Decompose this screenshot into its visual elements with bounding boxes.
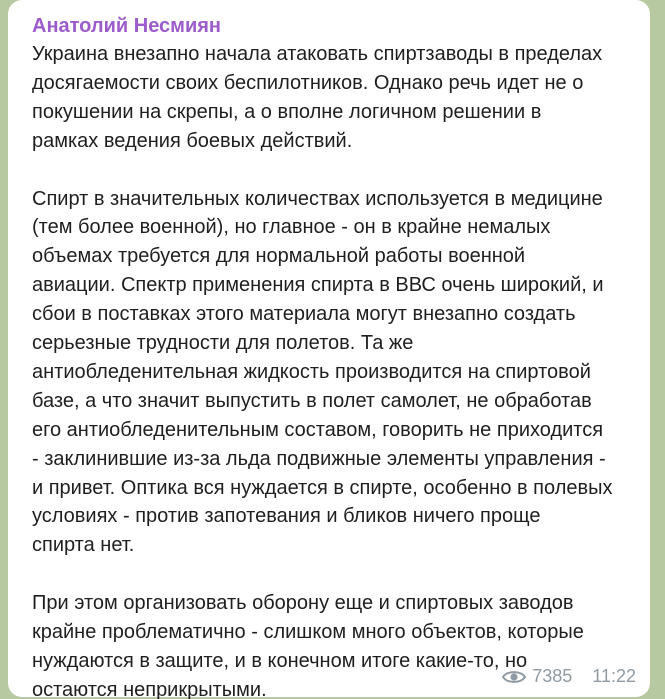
text-line: авиации. Спектр применения спирта в ВВС очень широкий, и	[32, 274, 604, 297]
text-line: Спирт в значительных количествах используется в медицине	[32, 187, 603, 210]
text-line: условиях - против запотевания и бликов ничего проще	[32, 505, 541, 528]
text-line: остаются неприкрытыми.	[32, 678, 267, 699]
text-line: спирта нет.	[32, 534, 135, 557]
message-paragraph-2	[32, 185, 630, 561]
text-line: Украина внезапно начала атаковать спиртзаводы в пределах	[32, 43, 603, 65]
message-meta	[502, 666, 636, 687]
text-line: сбои в поставках этого материала могут внезапно создать	[32, 303, 576, 326]
message-time: 11:22	[592, 666, 636, 686]
text-line: антиобледенительная жидкость производится на спиртовой	[32, 360, 591, 383]
text-line: базе, а что значит выпустить в полет самолет, не обработав	[32, 389, 592, 412]
text-line: рамках ведения боевых действий.	[32, 129, 353, 152]
paragraph-gap	[32, 156, 630, 185]
message-bubble[interactable]	[8, 0, 650, 697]
text-line: и привет. Оптика вся нуждается в спирте, особенно в полевых	[32, 476, 613, 499]
view-count: 7385	[532, 666, 573, 686]
text-line: серьезные трудности для полетов. Та же	[32, 332, 414, 355]
text-line: нуждаются в защите, и в конечном итоге какие-то, но	[32, 650, 528, 672]
text-line: (тем более военной), но главное - он в крайне немалых	[32, 216, 551, 239]
text-line: - заклинившие из-за льда подвижные элементы управления -	[32, 447, 606, 470]
sender-name[interactable]: Анатолий Несмиян	[32, 15, 222, 37]
text-line: досягаемости своих беспилотников. Однако речь идет не о	[32, 71, 584, 94]
text-line: покушении на скрепы, а о вполне логичном решении в	[32, 100, 542, 123]
text-line: объемах требуется для нормальной работы военной	[32, 245, 526, 268]
text-line: крайне проблематично - слишком много объектов, которые	[32, 621, 584, 644]
message-paragraph-1	[32, 40, 630, 156]
paragraph-gap	[32, 560, 630, 589]
eye-icon	[502, 669, 526, 685]
text-line: его антиобледенительным составом, говорить не приходится	[32, 418, 604, 441]
text-line: При этом организовать оборону еще и спиртовых заводов	[32, 592, 574, 615]
